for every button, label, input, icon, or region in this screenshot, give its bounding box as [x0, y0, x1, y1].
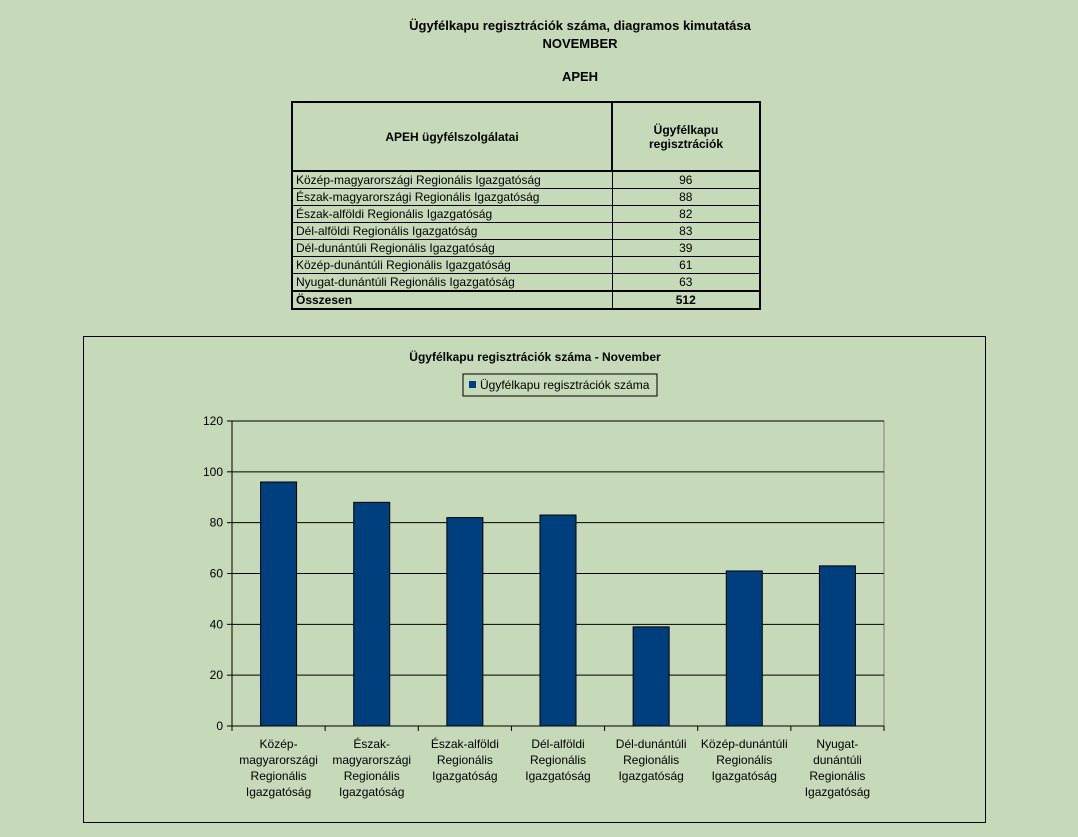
table-cell-value: 88 — [612, 189, 760, 206]
chart-y-tick-label: 0 — [216, 719, 223, 733]
chart-bar — [819, 566, 855, 726]
chart-x-tick-label-line: Igazgatóság — [245, 785, 312, 799]
chart-x-tick-label-line: Nyugat- — [816, 737, 859, 751]
table-header-row — [292, 102, 760, 171]
table-total-label: Összesen — [292, 291, 612, 309]
chart-x-tick-label-line: Észak- — [353, 737, 391, 751]
table-row — [292, 189, 760, 206]
registrations-table — [291, 101, 761, 310]
chart-area — [83, 336, 986, 823]
chart-bar — [726, 571, 762, 726]
table-cell-value: 82 — [612, 206, 760, 223]
chart-y-tick-label: 120 — [202, 414, 223, 428]
chart-x-tick-label-line: Regionális — [716, 753, 773, 767]
chart-x-tick-label-line: Regionális — [809, 769, 866, 783]
chart-x-tick-label — [431, 736, 499, 783]
chart-x-tick-label-line: Regionális — [343, 769, 400, 783]
chart-x-tick-label — [239, 737, 318, 799]
table-cell-office: Nyugat-dunántúli Regionális Igazgatóság — [292, 274, 612, 292]
chart-x-tick-label-line: magyarországi — [332, 753, 412, 767]
chart-x-tick-label — [525, 737, 590, 783]
chart-x-tick-label-line: Igazgatóság — [711, 769, 777, 783]
chart-y-tick-label: 20 — [209, 668, 223, 683]
chart-x-tick-label — [805, 737, 870, 799]
chart-title: Ügyfélkapu regisztrációk száma - November — [409, 350, 661, 364]
table-cell-office: Észak-alföldi Regionális Igazgatóság — [292, 206, 612, 223]
table-cell-value: 63 — [612, 274, 760, 292]
chart-x-tick-label-line: Regionális — [623, 753, 680, 767]
chart-y-tick-label: 60 — [209, 566, 223, 581]
chart-x-tick-label-line: dunántúli — [813, 753, 862, 767]
table-cell-office: Észak-magyarországi Regionális Igazgatóság — [292, 189, 612, 206]
table-cell-value: 96 — [612, 171, 760, 189]
table-cell-office: Közép-magyarországi Regionális Igazgatóság — [292, 171, 612, 189]
chart-x-tick-label-line: Igazgatóság — [525, 769, 591, 783]
chart-x-tick-label-line: Regionális — [436, 753, 493, 767]
chart-legend-swatch — [469, 381, 476, 388]
chart-x-tick-label-line: Igazgatóság — [804, 785, 871, 799]
page-title: Ügyfélkapu regisztrációk száma, diagramos kimutatása — [409, 18, 751, 33]
chart-bar — [261, 482, 297, 726]
table-cell-value: 39 — [612, 240, 760, 257]
chart-legend-label: Ügyfélkapu regisztrációk száma — [480, 378, 650, 392]
chart-x-tick-label-line: Dél-dunántúli — [615, 737, 687, 751]
chart-x-tick-label-line: Igazgatóság — [432, 769, 498, 783]
chart-x-tick-label-line: Közép-dunántúli — [700, 737, 788, 751]
chart-bar — [540, 515, 576, 726]
chart-x-tick-label — [616, 737, 687, 783]
table-cell-office: Dél-dunántúli Regionális Igazgatóság — [292, 240, 612, 257]
table-header-registrations-line1: Ügyfélkapu — [653, 122, 719, 137]
chart-x-tick-label-line: Regionális — [250, 769, 307, 783]
chart-x-tick-label — [701, 737, 788, 783]
table-total-row — [292, 291, 760, 309]
table-header-offices: APEH ügyfélszolgálatai — [292, 102, 612, 171]
chart-x-tick-label-line: Észak-alföldi — [430, 737, 499, 751]
table-row — [292, 257, 760, 274]
table-row — [292, 206, 760, 223]
chart-y-tick-label: 100 — [202, 464, 223, 479]
table-header-registrations — [612, 102, 760, 171]
chart-y-tick-label: 80 — [209, 515, 223, 530]
table-cell-value: 83 — [612, 223, 760, 240]
page-subtitle-org: APEH — [561, 69, 599, 84]
chart-x-tick-label — [332, 736, 411, 799]
chart-x-tick-label-line: magyarországi — [239, 753, 318, 767]
chart-bar — [633, 627, 669, 726]
table-cell-office: Dél-alföldi Regionális Igazgatóság — [292, 223, 612, 240]
chart-bar — [354, 502, 390, 726]
page-subtitle-month: NOVEMBER — [542, 36, 618, 51]
chart-x-tick-label-line: Igazgatóság — [339, 785, 405, 799]
chart-x-tick-label-line: Dél-alföldi — [531, 737, 585, 751]
table-row — [292, 223, 760, 240]
table-cell-value: 61 — [612, 257, 760, 274]
bar-chart — [84, 337, 985, 822]
chart-x-tick-label-line: Igazgatóság — [618, 769, 684, 783]
chart-x-tick-label-line: Regionális — [529, 753, 587, 767]
table-cell-office: Közép-dunántúli Regionális Igazgatóság — [292, 257, 612, 274]
table-row — [292, 240, 760, 257]
table-row — [292, 274, 760, 292]
chart-y-tick-label: 40 — [209, 617, 223, 632]
table-total-value: 512 — [612, 291, 760, 309]
chart-x-tick-label-line: Közép- — [259, 737, 298, 751]
table-header-registrations-line2: regisztrációk — [648, 136, 724, 151]
table-row — [292, 171, 760, 189]
chart-bar — [447, 518, 483, 726]
